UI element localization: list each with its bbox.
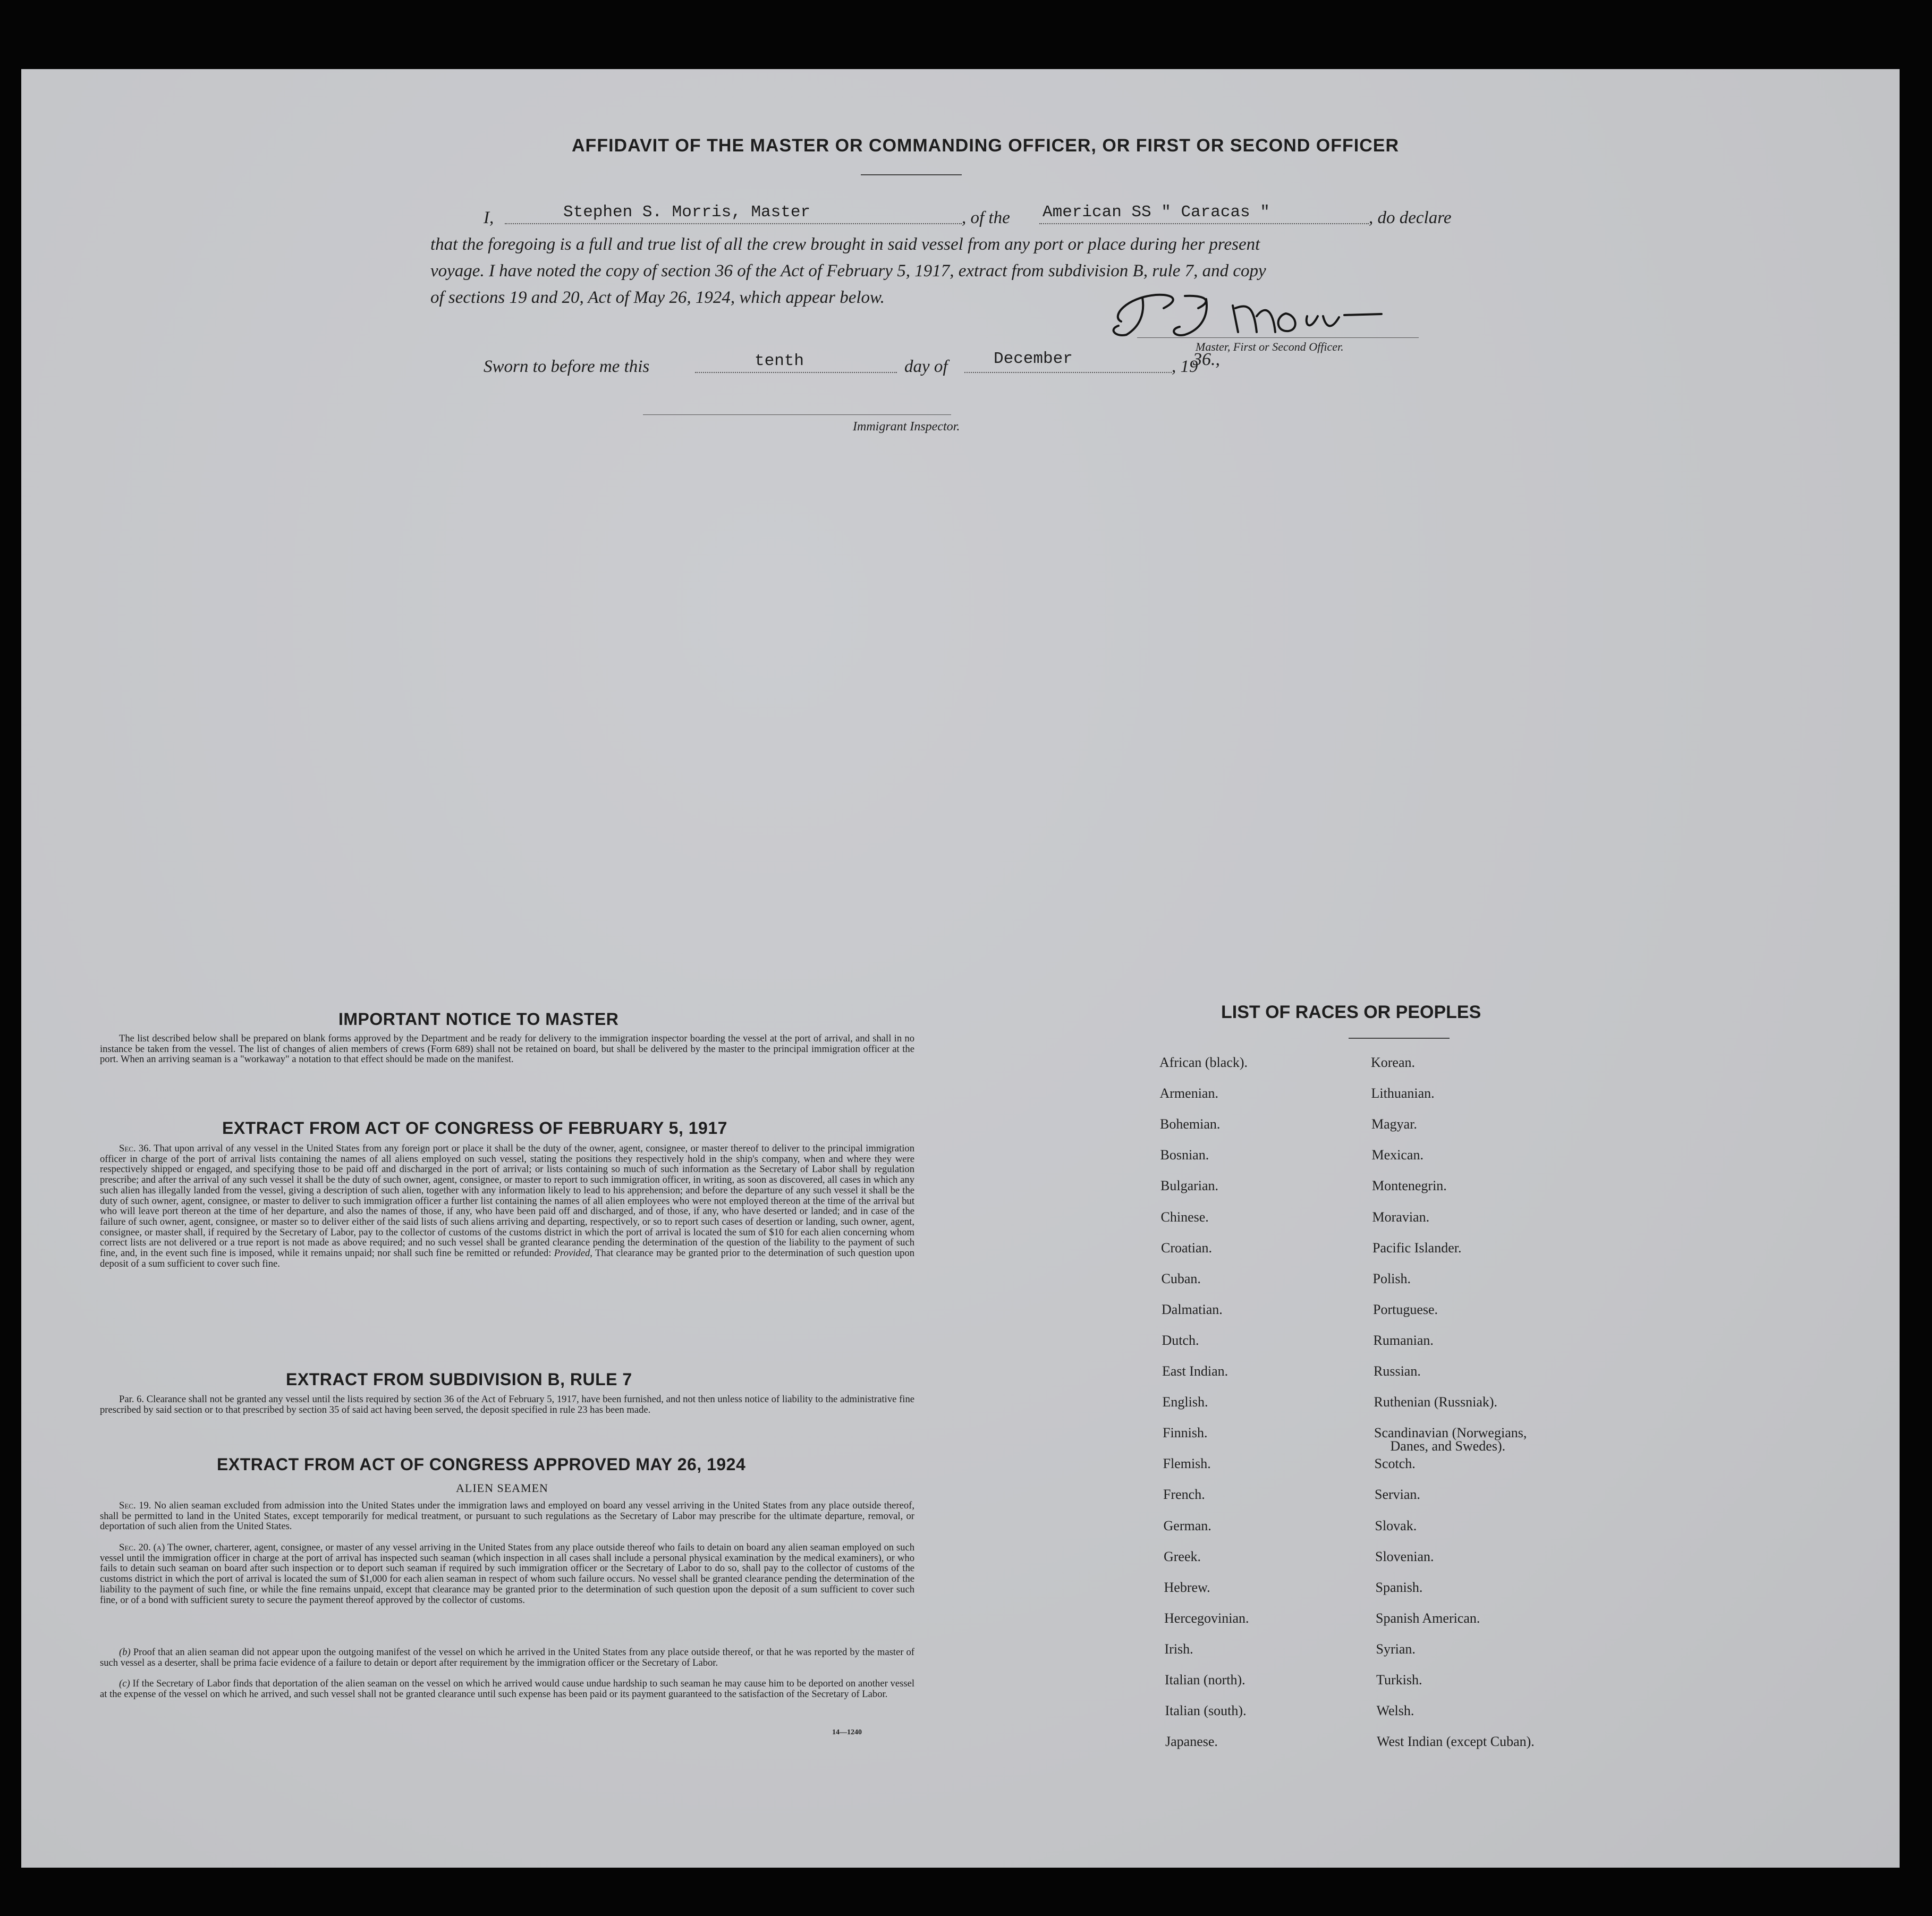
race-item: Rumanian.: [1373, 1332, 1434, 1348]
race-item: Slovak.: [1375, 1517, 1417, 1533]
document-page: [21, 69, 1900, 1868]
sec20c-body: If the Secretary of Labor finds that deportation of the alien seaman on the vessel on which he arrived would cause undue hardship to such seaman he may cause him to be deported on another vessel at the expense of the vessel on which he arrived, and such vessel shall not be granted clearance until such expense has been paid or its payment guaranteed to the satisfaction of the Secretary of Labor.: [100, 1678, 914, 1700]
vessel-name-field: American SS " Caracas ": [1043, 203, 1270, 222]
affidavit-line-4: of sections 19 and 20, Act of May 26, 1924, which appear below.: [430, 288, 885, 307]
inspector-caption: Immigrant Inspector.: [853, 420, 960, 434]
master-name-field: Stephen S. Morris, Master: [563, 203, 811, 222]
extract-rule7-text: Par. 6. Clearance shall not be granted any vessel until the lists required by section 36 of the Act of February 5, 1917, have been furnished, and not then unless notice of liability to the administrative fine prescribed by said section or to that prescribed by section 35 of said act having been served, the deposit specified in rule 23 has been made.: [100, 1394, 914, 1415]
race-item: Spanish American.: [1376, 1610, 1480, 1626]
race-item: Syrian.: [1376, 1641, 1416, 1657]
sec20b-label: (b): [119, 1647, 131, 1658]
day-of-text: day of: [904, 357, 948, 376]
sec20-body: The owner, charterer, agent, consignee, or master of any vessel arriving in the United States from any place outside thereof who fails to detain on board any alien seaman employed on such vessel until the immigration officer in charge at the port of arrival has inspected such seaman (which inspection in all cases shall include a personal physical examination by the medical examiners), or who fails to detain such seaman on board after such inspection or to deport such seaman if required by such immigration officer or the Secretary of Labor to do so, shall pay to the collector of customs of the customs district in which the port of arrival is located the sum of $1,000 for each alien seaman in respect of whom such failure occurs. No vessel shall be granted clearance pending the determination of the liability to the payment of such fine, or while the fine remains unpaid, except that clearance may be granted prior to the determination of such question upon the deposit of a sum sufficient to cover such fine, or of a bond with sufficient surety to secure the payment thereof approved by the collector of customs.: [100, 1542, 915, 1606]
race-item: Moravian.: [1372, 1209, 1430, 1225]
race-item: Russian.: [1374, 1363, 1421, 1379]
races-title-rule: [1349, 1038, 1450, 1039]
race-item: Polish.: [1372, 1270, 1411, 1286]
sworn-month-line: [964, 372, 1172, 373]
race-item: Italian (south).: [1165, 1703, 1247, 1719]
title-rule: [861, 174, 962, 175]
affidavit-title: AFFIDAVIT OF THE MASTER OR COMMANDING OFFICER, OR FIRST OR SECOND OFFICER: [572, 135, 1399, 156]
affidavit-line-3: voyage. I have noted the copy of section 36 of the Act of February 5, 1917, extract from subdivision B, rule 7, and copy: [430, 261, 1266, 281]
race-item: Hebrew.: [1164, 1579, 1210, 1595]
signature-rule: [1137, 337, 1419, 338]
race-item: Bosnian.: [1160, 1147, 1209, 1163]
sec36-body: That upon arrival of any vessel in the United States from any foreign port or place it shall be the duty of the owner, agent, consignee, or master thereof to deliver to the principal immigration officer in charge of the port of arrival lists containing the names of all aliens employed on such vessel, stating the positions they respectively hold in the ship's company, when and where they were respectively shipped or engaged, and specifying those to be paid off and discharged in the port of arrival; or lists containing so much of such information as the Secretary of Labor shall by regulation prescribe; and after the arrival of any such vessel it shall be the duty of such owner, agent, consignee, or master to report to such immigration officer, in writing, as soon as discovered, all cases in which any such alien has illegally landed from the vessel, giving a description of such alien, together with any information likely to lead to his apprehension; and before the departure of any such vessel it shall be the duty of such owner, agent, consignee, or master to deliver to such immigration officer a further list containing the names of all alien employees who were not employed thereon at the time of the arrival but who will leave port thereon at the time of her departure, and also the names of those, if any, who have been paid off and discharged, and of those, if any, who have deserted or landed; and in case of the failure of such owner, agent, consignee, or master so to deliver either of the said lists of such aliens arriving and departing, respectively, or so to report such cases of desertion or landing, such owner, agent, consignee, or master shall, if required by the Secretary of Labor, pay to the collector of customs of the customs district in which the port of arrival is located the sum of $10 for each alien concerning whom correct lists are not delivered or a true report is not made as above required; and no such vessel shall be granted clearance pending the determination of the question of the liability to the payment of such fine, and, in the event such fine is imposed, while it remains unpaid; nor shall such fine be remitted or refunded:: [100, 1143, 914, 1259]
line1-prefix: I,: [484, 208, 494, 227]
race-item: Japanese.: [1165, 1734, 1218, 1750]
race-item: Scandinavian (Norwegians,: [1374, 1425, 1527, 1441]
form-number: 14—1240: [832, 1728, 862, 1736]
inspector-rule: [643, 414, 951, 415]
race-item: Korean.: [1371, 1055, 1416, 1070]
affidavit-line-2: that the foregoing is a full and true list of all the crew brought in said vessel from any port or place during her present: [430, 235, 1260, 254]
sec19-body: No alien seaman excluded from admission into the United States under the immigration laws and employed on board any vessel arriving in the United States from any place outside thereof, shall be permitted to land in the United States, except temporarily for medical treatment, or pursuant to such regulations as the Secretary of Labor may prescribe for the ultimate departure, removal, or deportation of such alien from the United States.: [100, 1500, 915, 1532]
race-item: Dutch.: [1162, 1332, 1199, 1348]
extract-1924-title: EXTRACT FROM ACT OF CONGRESS APPROVED MAY 26, 1924: [217, 1455, 746, 1474]
affidavit-line-1: [484, 208, 494, 228]
extract-1917-text: [100, 1143, 914, 1269]
master-name-line: [505, 223, 962, 224]
race-item: Finnish.: [1163, 1425, 1208, 1441]
extract-1924-sec20b: [100, 1647, 914, 1668]
sec19-label: Sec. 19.: [119, 1500, 151, 1511]
extract-1924-sec19: [100, 1500, 914, 1532]
vessel-name-line: [1039, 223, 1369, 224]
race-item: Portuguese.: [1373, 1301, 1438, 1317]
race-item: Danes, and Swedes).: [1390, 1438, 1506, 1454]
sworn-day-field: tenth: [755, 352, 804, 370]
race-item: Italian (north).: [1165, 1672, 1245, 1688]
extract-rule7-title: EXTRACT FROM SUBDIVISION B, RULE 7: [286, 1370, 632, 1389]
do-declare-text: , do declare: [1369, 208, 1452, 227]
race-item: Croatian.: [1161, 1240, 1213, 1256]
race-item: Mexican.: [1371, 1147, 1423, 1163]
extract-1917-title: EXTRACT FROM ACT OF CONGRESS OF FEBRUARY 5, 1917: [222, 1118, 727, 1138]
race-item: Dalmatian.: [1162, 1301, 1223, 1317]
sworn-month-field: December: [994, 350, 1073, 368]
race-item: Scotch.: [1374, 1456, 1416, 1472]
race-item: Bohemian.: [1160, 1116, 1221, 1132]
race-item: French.: [1163, 1487, 1205, 1503]
extract-1924-subtitle: ALIEN SEAMEN: [456, 1481, 548, 1495]
notice-title: IMPORTANT NOTICE TO MASTER: [338, 1010, 619, 1029]
race-item: Montenegrin.: [1372, 1178, 1447, 1194]
proviso-body: That clearance may be granted prior to the determination of such question upon deposit of a sum sufficient to cover such fine.: [100, 1248, 914, 1269]
race-item: Spanish.: [1375, 1579, 1423, 1595]
sec20b-body: Proof that an alien seaman did not appear upon the outgoing manifest of the vessel on which he arrived in the United States from any place outside thereof, or that he was reported by the master of such vessel as a deserter, shall be prima facie evidence of a failure to detain or deport after requirement by the immigration officer or the Secretary of Labor.: [100, 1647, 914, 1668]
race-item: Greek.: [1164, 1548, 1201, 1564]
race-item: Turkish.: [1376, 1672, 1422, 1688]
race-item: Ruthenian (Russniak).: [1374, 1394, 1498, 1410]
proviso-label: Provided,: [554, 1248, 592, 1259]
sworn-year-handwritten: 36.,: [1193, 350, 1220, 369]
sec20c-label: (c): [119, 1678, 130, 1689]
sworn-prefix: Sworn to before me this: [484, 357, 650, 376]
race-item: Welsh.: [1376, 1703, 1414, 1719]
of-the-text: , of the: [962, 208, 1010, 227]
race-item: Chinese.: [1160, 1209, 1209, 1225]
race-item: East Indian.: [1162, 1363, 1228, 1379]
race-item: West Indian (except Cuban).: [1377, 1734, 1535, 1750]
race-item: Slovenian.: [1375, 1548, 1434, 1564]
sec36-label: Sec. 36.: [119, 1143, 151, 1154]
year-prefix: , 19: [1172, 357, 1198, 376]
race-item: Pacific Islander.: [1372, 1240, 1462, 1256]
race-item: Irish.: [1164, 1641, 1193, 1657]
extract-1924-sec20c: [100, 1678, 914, 1699]
signature-caption: Master, First or Second Officer.: [1196, 340, 1344, 353]
notice-text: The list described below shall be prepared on blank forms approved by the Department and be ready for delivery to the immigration inspector boarding the vessel at the port of arrival, and shall in no instance be taken from the vessel. The list of changes of alien members of crews (Form 689) shall not be retained on board, but shall be delivered by the master to the principal immigration officer at the port. When an arriving seaman is a "workaway" a notation to that effect should be made on the manifest.: [100, 1033, 914, 1065]
race-item: German.: [1163, 1517, 1211, 1533]
race-item: Cuban.: [1161, 1270, 1201, 1286]
sec20-label: Sec. 20. (a): [119, 1542, 165, 1553]
race-item: Bulgarian.: [1160, 1178, 1219, 1194]
races-title: LIST OF RACES OR PEOPLES: [1221, 1002, 1481, 1022]
race-item: Flemish.: [1163, 1456, 1211, 1472]
race-item: African (black).: [1159, 1055, 1248, 1070]
sworn-day-line: [695, 372, 897, 373]
race-item: Armenian.: [1159, 1086, 1218, 1101]
race-item: Servian.: [1375, 1487, 1420, 1503]
race-item: Lithuanian.: [1371, 1086, 1435, 1101]
master-signature: [1105, 284, 1403, 343]
race-item: Hercegovinian.: [1164, 1610, 1249, 1626]
extract-1924-sec20: [100, 1542, 914, 1605]
race-item: Magyar.: [1371, 1116, 1417, 1132]
race-item: English.: [1162, 1394, 1208, 1410]
